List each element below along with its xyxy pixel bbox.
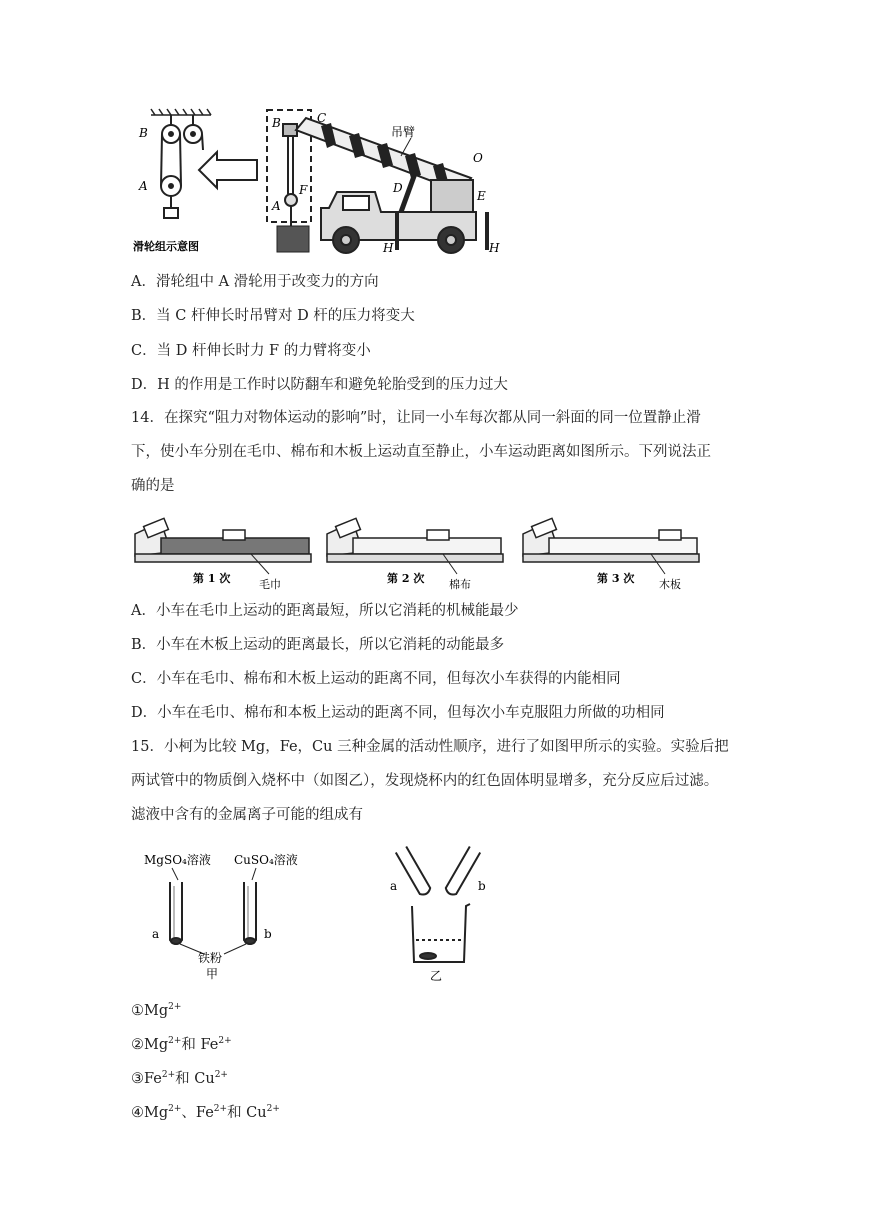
ion-charge: 2+ (218, 1036, 232, 1047)
crane-label-f: F (299, 183, 308, 197)
iron-powder-label: 铁粉 (198, 951, 223, 965)
trial-3-label: 第 3 次 (597, 572, 635, 585)
ion-charge: 2+ (168, 1036, 182, 1047)
friction-experiment-figure (131, 508, 701, 592)
label-d: D (393, 181, 403, 195)
figure-yi-caption: 乙 (430, 969, 443, 983)
label-arm: 吊臂 (391, 125, 416, 139)
figure-jia-caption: 甲 (206, 967, 219, 981)
label-cuso4: CuSO₄溶液 (234, 853, 298, 867)
beaker (412, 904, 470, 962)
crane-load (277, 226, 309, 252)
tube-b-label: b (264, 927, 272, 941)
trial-2-panel (327, 518, 503, 562)
trial-3-panel (523, 518, 699, 562)
q14-stem-line-1: 14．在探究“阻力对物体运动的影响”时，让同一小车每次都从同一斜面的同一位置静止滑 (131, 410, 701, 426)
q15-answer-3 (131, 1069, 228, 1089)
crane-label-a: A (272, 199, 281, 213)
tipped-tube-a (396, 846, 432, 896)
figure-jia (140, 846, 310, 986)
label-e: E (477, 189, 486, 203)
q14-option-d: D．小车在毛巾、棉布和本板上运动的距离不同，但每次小车克服阻力所做的功相同 (131, 705, 665, 721)
q14-stem-line-3: 确的是 (131, 478, 175, 494)
tube-a-label: a (152, 927, 160, 941)
tipped-tube-b (444, 846, 480, 896)
pulley-label-b: B (139, 126, 148, 140)
rod-d (401, 168, 417, 212)
q14-option-c: C．小车在毛巾、棉布和木板上运动的距离不同，但每次小车获得的内能相同 (131, 671, 621, 687)
answer-number: ③ (131, 1071, 144, 1087)
q14-option-a: A．小车在毛巾上运动的距离最短，所以它消耗的机械能最少 (131, 603, 519, 619)
pulley-label-a: A (139, 179, 148, 193)
ion-charge: 2+ (161, 1070, 176, 1081)
ion-text: Mg (144, 1037, 169, 1053)
crane-label-b: B (272, 116, 281, 130)
test-tube-b (244, 882, 256, 944)
tipped-tube-a-label: a (390, 879, 398, 893)
trial-1-surface: 毛巾 (259, 578, 281, 591)
test-tube-a (170, 882, 182, 944)
ion-charge: 2+ (168, 1104, 182, 1115)
ion-charge: 2+ (266, 1104, 280, 1115)
trial-2-surface: 棉布 (449, 578, 471, 591)
label-mgso4: MgSO₄溶液 (144, 853, 211, 867)
q13-option-c: C．当 D 杆伸长时力 F 的力臂将变小 (131, 343, 371, 359)
cart-icon (659, 530, 681, 540)
ion-text: Fe (144, 1071, 162, 1087)
ion-charge: 2+ (168, 1002, 182, 1013)
figure-yi (384, 842, 494, 986)
trial-1-label: 第 1 次 (193, 572, 231, 585)
ion-charge: 2+ (213, 1104, 228, 1115)
ion-text: 和 Cu (175, 1071, 215, 1087)
q13-option-a: A．滑轮组中 A 滑轮用于改变力的方向 (131, 274, 379, 290)
arrow-icon (199, 152, 257, 188)
ion-text: Mg (144, 1003, 169, 1019)
ion-text: 、Fe (181, 1105, 214, 1121)
trial-1-panel (135, 518, 311, 562)
moving-pulley (161, 134, 203, 218)
answer-number: ① (131, 1003, 144, 1019)
cart-icon (427, 530, 449, 540)
truck (321, 180, 487, 253)
label-h2: H (489, 241, 500, 255)
q14-option-b: B．小车在木板上运动的距离最长，所以它消耗的动能最多 (131, 637, 505, 653)
pulley-caption: 滑轮组示意图 (133, 240, 199, 253)
label-c: C (317, 111, 327, 125)
q15-answer-4 (131, 1103, 280, 1123)
ceiling-hatch (151, 109, 211, 115)
trial-2-label: 第 2 次 (387, 572, 425, 585)
crane-pulley-figure (131, 100, 501, 260)
ion-text: Mg (144, 1105, 169, 1121)
tipped-tube-b-label: b (478, 879, 486, 893)
ion-text: 和 Fe (181, 1037, 219, 1053)
q15-stem-line-3: 滤液中含有的金属离子可能的组成有 (131, 807, 363, 823)
trial-3-surface: 木板 (659, 578, 681, 591)
label-o: O (473, 151, 483, 165)
q13-option-b: B．当 C 杆伸长时吊臂对 D 杆的压力将变大 (131, 308, 415, 324)
ion-text: 和 Cu (227, 1105, 267, 1121)
label-h1: H (383, 241, 394, 255)
q15-answer-2 (131, 1035, 232, 1055)
q15-stem-line-1: 15．小柯为比较 Mg，Fe，Cu 三种金属的活动性顺序，进行了如图甲所示的实验。实验后把 (131, 739, 729, 755)
answer-number: ④ (131, 1105, 144, 1121)
fixed-pulleys (162, 115, 202, 143)
answer-number: ② (131, 1037, 144, 1053)
ion-charge: 2+ (214, 1070, 228, 1081)
q13-option-d: D．H 的作用是工作时以防翻车和避免轮胎受到的压力过大 (131, 377, 508, 393)
crane-hook (283, 124, 297, 226)
cart-icon (223, 530, 245, 540)
q14-stem-line-2: 下，使小车分别在毛巾、棉布和木板上运动直至静止，小车运动距离如图所示。下列说法正 (131, 444, 711, 460)
q15-answer-1 (131, 1001, 181, 1021)
q15-stem-line-2: 两试管中的物质倒入烧杯中（如图乙），发现烧杯内的红色固体明显增多，充分反应后过滤。 (131, 773, 719, 789)
